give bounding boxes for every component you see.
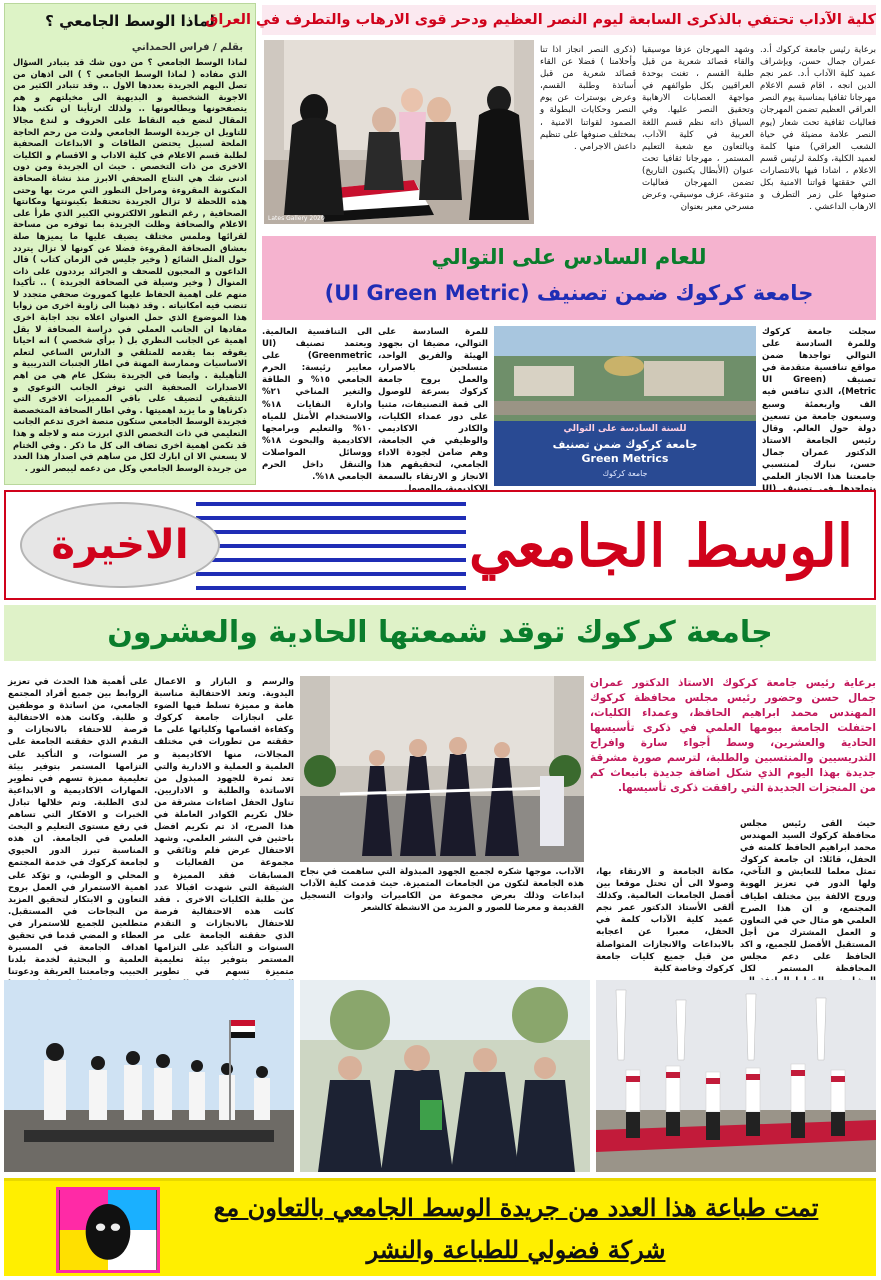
poster-line-1: للسنة السادسة على التوالي bbox=[563, 424, 687, 434]
publisher-logo bbox=[56, 1187, 160, 1273]
ribbon-cutting-photo bbox=[300, 676, 584, 862]
officials-walk-photo bbox=[300, 980, 590, 1172]
scouts-parade-photo bbox=[596, 980, 876, 1172]
masthead bbox=[4, 490, 876, 600]
last-page-label: الاخيرة bbox=[51, 522, 189, 568]
literature-photo bbox=[264, 40, 534, 224]
photo-credit: Lates Gallery 2020 bbox=[268, 215, 325, 222]
students-ceremony-photo bbox=[4, 980, 294, 1172]
publisher-logo-icon bbox=[59, 1190, 157, 1270]
greenmetric-headline-1: للعام السادس على التوالي bbox=[431, 245, 707, 269]
masthead-stripe bbox=[196, 530, 466, 534]
literature-col-1: برعاية رئيس جامعة كركوك أ.د. عمران جمال حسن، وبإشراف عميد كلية الآداب أ.د. عمر نجم الدين انجه ، اقام قسم الاعلام مهرجانا ثقافيا بمناسبة يوم النصر العراقي العظيم تضمن المهرجان فعاليات ثقافية تحت شعار (يوم النصر علامة مضيئة في حياة الشعب العراقي) منها كلمة لعميد الكلية، وكلمة لرئيس قسم الاعلام ، اشادا فيها بالانتصارات التي حققتها قواتنا الامنية بكل صنوفها على زمر التطرف و الارهاب الداعشي . bbox=[760, 45, 876, 213]
ribbon-cutting-illustration bbox=[300, 676, 584, 862]
anniversary-col-b: مكانة الجامعة و الارتقاء بها، وصولا الى أن تحتل موقعا بين أفضل الجامعات العالمية. وكذلك ألقى الأستاذ الدكتور عمر نجم عميد كلية الآداب كلمة في الحفل، معبرا عن اعجابه بالابداعات والانجازات المتواصلة من قبل جميع كليات جامعة كركوك وخاصة كلية bbox=[596, 867, 734, 974]
masthead-title: الوسط الجامعي bbox=[469, 512, 853, 580]
poster-line-4: جامعة كركوك bbox=[602, 469, 648, 478]
anniversary-col-a: حيث القى رئيس مجلس محافظة كركوك السيد المهندس محمد ابراهيم الحافظ كلمته في الحفل، قائلا: ان جامعة كركوك تمثل معلما للتعايش و التآخي، ولها الدور في تعزيز الهوية وروح الالفة بين مختلف اطياف المجتمع، و ان هذا الصرح العلمي هو مثال حي في التعاون و العمل المشترك من أجل المستقبل الأفضل للجميع، و اكد الحافظ على دعم مجلس المحافظة المستمر لكل bbox=[740, 819, 876, 975]
footer-line-1: تمت طباعة هذا العدد من جريدة الوسط الجامعي بالتعاون مع bbox=[213, 1193, 819, 1222]
greenmetric-headline-2: جامعة كركوك ضمن تصنيف (UI Green Metric) bbox=[324, 281, 814, 305]
poster-line-3: Green Metrics bbox=[581, 452, 669, 465]
masthead-stripe bbox=[196, 544, 466, 548]
literature-col-3: (ذكرى النصر انجاز اذا تنا وأحلامنا ) فضلا عن القاء قصائد شعرية من قبل أساتذة وطلبة القسم، وعرض بوسترات عن يوم النصر وحكايات البطولة و الصمود لقواتنا الامنية ، بمختلف صنوفها على تنظيم داعش الاجرامي . bbox=[540, 45, 636, 152]
editorial-section bbox=[4, 3, 256, 485]
greenmetric-header bbox=[262, 236, 876, 320]
masthead-stripe bbox=[196, 586, 466, 590]
greenmetric-col-2: للمرة السادسة على التوالي، مضيفا ان بجهود الهيئة والفريق الواحد، متسلحين بالاصرار، والعمل بروح جامعة كركوك بسرعة للوصول الى قمة التصنيفات، مثنيا على دور عمداء الكليات، والكادر الاكاديمي والوظيفي في الجامعة، وهم ضامن لجودة الاداء الجامعي، لتحقيقهم هذا الانجاز و الارتقاء بالسمعة bbox=[378, 327, 488, 483]
anniversary-lead: برعاية رئيس جامعة كركوك الاستاذ الدكتور عمران جمال حسن وحضور رئيس مجلس محافظة كركوك المهندس محمد ابراهيم الحافظ، وعمداء الكليات، احتفلت الجامعة بيومها العلمي في ذكرى تأسيسها الحادية والعشرين، وسط أجواء سارة وافراح التدريسيين والمنتسبين والطلبة، لترسم صورة مشرقة جديدة بهذا اليوم الذي شكل اضافة جديدة بانبعاث كم من المنجزات الجديدة التي رافقت ذكرى تأسيسها. bbox=[590, 677, 876, 794]
anniversary-col-d: والرسم و البازار و الاعمال اليدوية. وتعد الاحتفالية مناسبة هامة و مميزة تسلط فيها الضوء على انجازات جامعة كركوك وكفاءة اقسامها وكلياتها على ما حققته من تطورات في مختلف المجالات، منها الاكاديمية و العلمية و العملية و الادارية والتي تعد ثمرة للجهود المبذول من الاساتذة والطلبة و الاداريين. تناول الحفل اضاءات مشرقة من خلال تكريم الكوادر العاملة في هذا الصرح، اذ تم تكريم افضل باحثين في النشر العلمي. وشهد الاحتفال عرض فلم وثائقي و مجموعة من الفعاليات و المسابقات فقد المميزة و الشيقة التي شهدت اقبالا عدد من طلبة الكليات الاخرى . فقد كانت هذه الاحتفالية فرصة للاحتفال بالانجازات و التقدم الذي حققته الجامعة على مر السنوات و التأكيد على التزامها المستمر بتوفير بيئة تعليمية متميزة تسهم في تطوير bbox=[154, 677, 294, 978]
editorial-body: لماذا الوسط الجامعي ؟ من دون شك قد يتبادر السؤال الذي مفاده ( لماذا الوسط الجامعي ؟ ) الى اذهان من تصل اليهم الجريدة بعددها الاول .. وقد تتبادر الكثير من الاجوبة الشخصية و البديهية الى مخيلتهم و هم يتصفحونها ويطالعونها .. ولذلك ارتأينا ان نكتب هذا المقال لنضع فيه النقاط على الحروف و لندع مجالا للتاويل ان جريدة الوسط الجامعي ولدت من رحم الحاجة الملحة لسبيل يحتضن الطاقات و الابداعات الصحفية لطلبة قسم الاعلام في كلية الاداب و الاقسام و الكليات الاخرى من ذات التخصص . حيث ان الجريدة ومن دون ادنى شك هي النتاج الصحفي الابرز منذ نشاة الصحافة المكتوبة المقروءة ومراحل التطور التي مرت بها وحتى هذه اللحظة لا تزال الجريدة تحتفظ بكينونتها ومكانتها الصحافية , رغم التطور الالكتروني الكبير الذي طرأ على الاعلام والصحافة وظلت الجريدة بما توفره من مساحة لقرائها وملمس مختلف يضيف عليها ما يميزها صلة بعشاق الصحافة المقروءة فضلا عن كونها لا تزال يتردد حول المثل الشائع ( وخير جليس في الزمان كتاب ) قال الداعون و المحبون للصحف و الجرائد يرددون على ذات المنوال ( وخير وسيلة في الصحافة الجريدة ) .. تأكيدا منهم على اهمية الحفاظ عليها كموروث صحفي متجدد لا تنضب فيه امكانياته . وقد ذهبنا الى زاوية اخرى من زوايا هذا الموضوع الذي حمل العنوان اعلاه نجد اجابة اخرى مفادها ان الجانب العملي في دراسة الصحافة لا يقل اهمية عن الجانب النظري بل ( برأي شخصي ) انه احيانا يفوقه بما يقدمه للمتلقي و الدارس الساعي لتعلم الاساسيات وممارسة المهنة في اطار الجنبات التدريبية و التأهيلية . وايضا في الجريدة بشكل عام هي من اهم الاصدارات الصحفية التي توفر الجانب التوعوي و التثقيفي لتضيف على باقي المميزات الاخرى التي ذكرناها و ما يزيد اهميتها . وفي اطار الصحافة المتخصصة فجريدة الوسط الجامعي ستكون منصة اخرى تدعم الجانب التعليمي في ذات التخصص الذي ابرزت منه و لاجله و هذا قد تكمن اهمية اخرى تضاف الى كل ما ذكر . وفي الختام لا يسعني الا ان ابارك لكل من ساهم في اصدار هذا العدد من جريدة الوسط الجامعي وكل من دعمه ليبصر النور . bbox=[13, 57, 247, 473]
greenmetric-poster bbox=[494, 326, 756, 486]
greenmetric-col-3: الى التنافسية العالمية. ويعتمد تصنيف (UI Greenmetric) على معايير رئيسة: الحرم الجامعي ١٥% و الطاقة والتغير المناخي ٢١% وادارة النفايات ١٨% والاستخدام الأمثل للمياه ١٠% والتعليم وبرامجها الاكاديمية والبحوث ١٨% ووسائل المواصلات والتنقل داخل الحرم الجامعي ١٨%. bbox=[262, 327, 372, 483]
greenmetric-col-1: سجلت جامعة كركوك وللمرة السادسة على التوالي تواجدها ضمن مواقع تنافسية متقدمة في تصنيف (UI Green Metric)، الذي تنافس فيه الف واربعمئة وسبع وسبعون جامعة من تسعين دولة حول العالم. وقال رئيس الجامعة الاستاذ الدكتور عمران جمال حسن، نبارك لمنتسبي جامعتنا هذا الانجاز العلمي bbox=[762, 327, 876, 483]
last-page-badge bbox=[20, 502, 220, 588]
masthead-stripe bbox=[196, 572, 466, 576]
masthead-stripe bbox=[196, 558, 466, 562]
editorial-byline: بقلم / فراس الحمداني bbox=[131, 42, 243, 53]
literature-headline: كلية الآداب تحتفي بالذكرى السابعة ليوم النصر العظيم ودحر قوى الارهاب والتطرف في العراق bbox=[262, 5, 876, 35]
anniversary-headline: جامعة كركوك توقد شمعتها الحادية والعشرون bbox=[4, 605, 876, 661]
students-with-flag-illustration bbox=[264, 40, 534, 224]
anniversary-col-e: على أهمية هذا الحدث في تعزيز الروابط بين جميع أفراد المجتمع الجامعي، من اساتذة و موظفين و طلبة. وكانت هذه الاحتفالية فرصة للاحتفاء بالانجازات و التقدم الذي حققته الجامعة على مر السنوات، و التأكيد على التزامها المستمر بتوفير بيئة تعليمية مميزة تسهم في تطوير المهارات الاكاديمية و الابداعية لدى الطلبة. وتم خلالها تبادل الخبرات و الافكار التي تساهم في رفع مستوى التعليم و البحث العلمي في الجامعة. ان هذه المناسبة تبرز الدور الحيوي لجامعة كركوك في خدمة المجتمع المحلي و الوطني، و تؤكد على اهمية الاستمرار في العمل بروح التعاون و الابتكار لتحقيق المزيد من النجاحات في المستقبل. متطلعين للجميع للاستمرار في العطاء و المضي قدما في تحقيق اهداف الجامعة في المسيرة العلمية و البحثية لخدمة بلدنا الحبيب وجامعتنا العريقة ودعوتنا bbox=[8, 677, 148, 978]
literature-col-2: وشهد المهرجان عزفا موسيقيا والقاء قصائد شعرية من قبل طلبة القسم ، تغنت بوحدة العراقيين بكل طوائفهم في مواجهة العصابات الارهابية وتحقيق النصر عليها. وفي السياق ذاته نظم قسم اللغة العربية في كلية الآداب، وبالتعاون مع شعبة التعليم المستمر ، مهرجانا ثقافيا تحت عنوان (الأبطال يكتبون التاريخ) تضمن المهرجان فعاليات متنوعة، عزف موسيقي، وعرض مسرحي معبر بعنوان bbox=[642, 45, 754, 213]
masthead-stripe bbox=[196, 502, 466, 506]
editorial-title: لماذا الوسط الجامعي ؟ bbox=[45, 12, 215, 30]
officials-walking-illustration bbox=[300, 980, 590, 1172]
poster-line-2: جامعة كركوك ضمن تصنيف bbox=[552, 438, 698, 451]
anniversary-col-c: الآداب. موجها شكره لجميع الجهود المبذولة التي ساهمت في نجاح هذه الجامعة لتكون من الجامعات المتميزة. حيث قدمت كلية الآداب ابداعات وذلك بعرض مجموعة من الكاميرات وادوات التسجيل القديمة و معرضا للصور و المزيد من الانشطة كالشعر bbox=[300, 867, 584, 914]
scouts-parade-illustration bbox=[596, 980, 876, 1172]
footer-line-2: شركة فضولي للطباعة والنشر bbox=[366, 1235, 666, 1264]
footer-banner bbox=[4, 1178, 876, 1276]
masthead-stripe bbox=[196, 516, 466, 520]
students-reading-illustration bbox=[4, 980, 294, 1172]
